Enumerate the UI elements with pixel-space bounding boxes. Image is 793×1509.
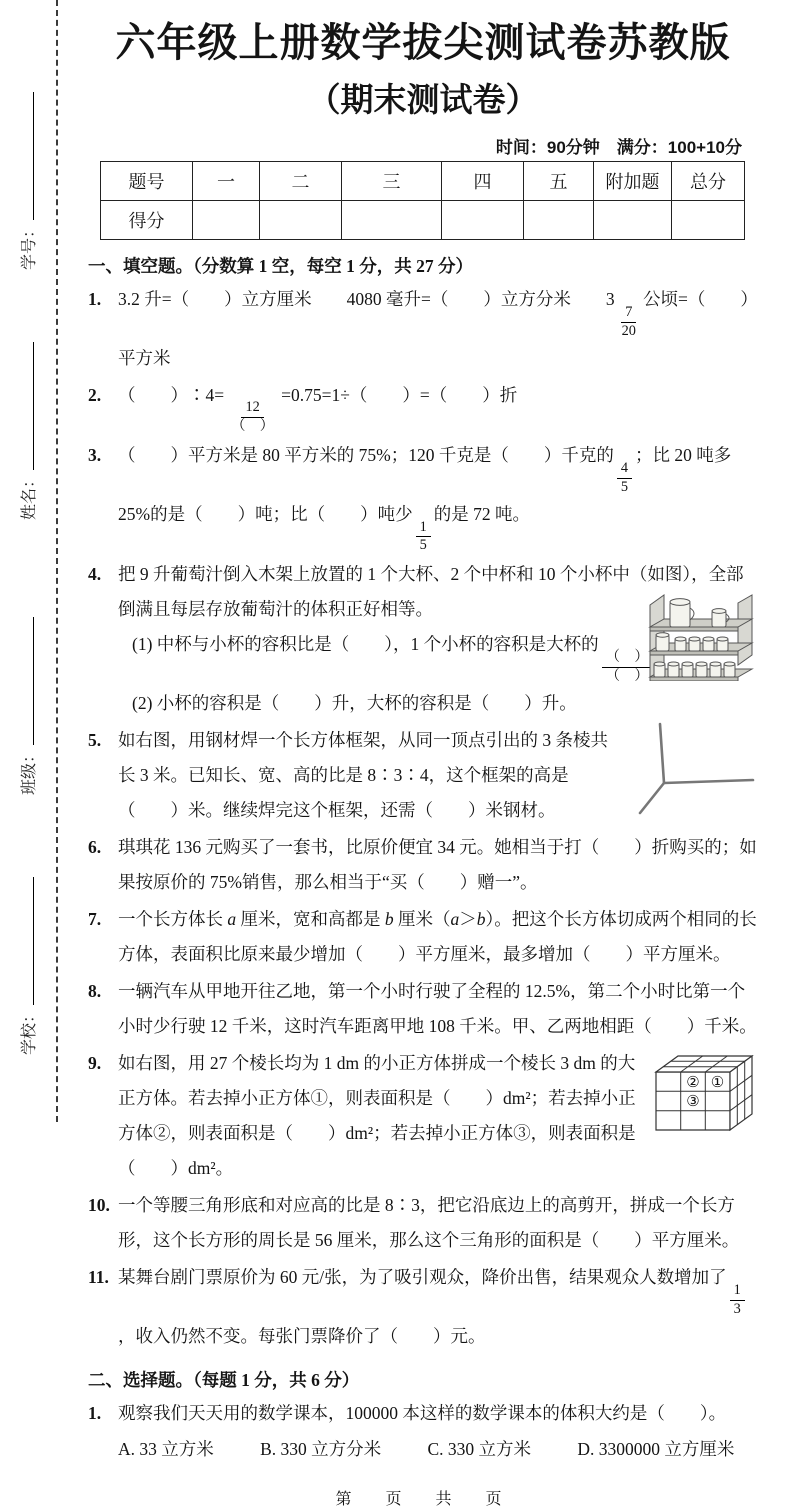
student-id-field <box>16 92 39 270</box>
fill-question-10: 10. 一个等腰三角形底和对应高的比是 8∶3，把它沿底边上的高剪开，拼成一个长方形，这个长方形的周长是 56 厘米，那么这个三角形的面积是（ ）平方厘米。 <box>88 1194 740 1250</box>
score-cell <box>342 201 442 240</box>
choice-question-1: 1. 观察我们天天用的数学课本，100000 本这样的数学课本的体积大约是（ ）。 <box>88 1402 727 1423</box>
option-d: D. 3300000 立方厘米 <box>577 1438 735 1459</box>
fill-question-2: 2. （ ）∶4= $\frac{12}{( )}$ =0.75=1÷（ ）=（ ）折 <box>88 384 518 435</box>
page-subtitle: （期末测试卷） <box>307 81 539 118</box>
score-header-cell: 二 <box>260 162 342 201</box>
score-cell <box>524 201 594 240</box>
fill-question-5: 5. 如右图，用钢材焊一个长方体框架，从同一顶点引出的 3 条棱共长 3 米。已知长、宽、高的比是 8∶3∶4，这个框架的高是（ ）米。继续焊完这个框架，还需（ ）米钢材。 <box>88 723 758 828</box>
score-header-cell: 五 <box>524 162 594 201</box>
score-header-cell: 总分 <box>672 162 745 201</box>
school-field <box>16 877 39 1055</box>
cube-figure <box>652 1050 758 1134</box>
score-cell <box>193 201 260 240</box>
cup-shelf-figure <box>644 589 756 681</box>
score-cell <box>672 201 745 240</box>
score-header-cell: 附加题 <box>594 162 672 201</box>
school-blank <box>19 877 34 1005</box>
question-4-sub-2: (2) 小杯的容积是（ ）升，大杯的容积是（ ）升。 <box>132 692 577 713</box>
cube-label-2: ② <box>686 1074 700 1091</box>
student-id-label: 学号： <box>21 221 38 270</box>
student-name-label: 姓名： <box>21 471 38 520</box>
school-label: 学校： <box>21 1006 38 1055</box>
cube-label-1: ① <box>710 1074 725 1091</box>
option-c: C. 330 立方米 <box>427 1438 532 1459</box>
fill-question-6: 6. 琪琪花 136 元购买了一套书，比原价便宜 34 元。她相当于打（ ）折购买的；如果按原价的 75%销售，那么相当于“买（ ）赠一”。 <box>88 836 757 892</box>
cube-label-3: ③ <box>686 1093 700 1110</box>
exam-paper <box>88 0 758 1509</box>
option-a: A. 33 立方米 <box>118 1438 214 1459</box>
score-table <box>100 161 745 240</box>
fill-question-3: 3. （ ）平方米是 80 平方米的 75%；120 千克是（ ）千克的 $\frac{4}{5}$ ；比 20 吨多 25%的是（ ）吨；比（ ）吨少 $\frac{1}{5}$ 的是 72 吨。 <box>88 445 732 554</box>
fill-question-11: 11. 某舞台剧门票原价为 60 元/张，为了吸引观众，降价出售，结果观众人数增加了 $\frac{1}{3}$ ，收入仍然不变。每张门票降价了（ ）元。 <box>88 1260 758 1354</box>
frame-corner-figure <box>634 719 758 817</box>
choice-question-1-options <box>88 1433 734 1466</box>
score-header-cell: 三 <box>342 162 442 201</box>
question-4-sub-1: (1) 中杯与小杯的容积比是（ ），1 个小杯的容积是大杯的 $\frac{( )}{( )}$ <box>118 627 758 686</box>
seal-dashed-line <box>56 0 58 1122</box>
student-name-field <box>16 342 39 520</box>
student-id-blank <box>19 92 34 220</box>
class-blank <box>19 617 34 745</box>
fill-question-9: 9. ② ① ③ 如右图，用 27 个棱长均为 1 dm 的小正方体拼成一个棱长 3 dm 的大正方体。若去掉小正方体①，则表面积是（ ）dm²；若去掉小正方体②，则表面积是（ ）dm²；若去掉小正方体③，则表面积是（ ）dm²。 <box>88 1046 758 1186</box>
time-score-info: 时间：90分钟 满分：100+10分 <box>495 138 742 157</box>
fill-question-4: 4. 把 9 升葡萄汁倒入木架上放置的 1 个大杯、2 个中杯和 10 个小杯中（如图），全部倒满且每层存放葡萄汁的体积正好相等。 (1) 中杯与小杯的容积比是（ ），1 个小杯的容积是大杯的 $\frac{( )}{( )}$ (2) 小杯的容积是（ ）升，大杯的容积是（ ）升。 <box>88 557 758 721</box>
class-label: 班级： <box>21 746 38 795</box>
score-header-cell: 一 <box>193 162 260 201</box>
section1-heading: 一、填空题。（分数算 1 空，每空 1 分，共 27 分） <box>88 256 473 276</box>
score-cell <box>260 201 342 240</box>
score-header-cell: 题号 <box>101 162 193 201</box>
student-name-blank <box>19 342 34 470</box>
fill-question-8: 8. 一辆汽车从甲地开往乙地，第一个小时行驶了全程的 12.5%，第二个小时比第一个小时少行驶 12 千米，这时汽车距离甲地 108 千米。甲、乙两地相距（ ）千米。 <box>88 980 757 1036</box>
class-field <box>16 617 39 795</box>
option-b: B. 330 立方分米 <box>260 1438 382 1459</box>
fill-question-1: 1. 3.2 升=（ ）立方厘米 4080 毫升=（ ）立方分米 3 $\frac{7}{20}$ 公顷=（ ）平方米 <box>88 289 758 368</box>
section2-heading: 二、选择题。（每题 1 分，共 6 分） <box>88 1369 360 1390</box>
page-title: 六年级上册数学拔尖测试卷苏教版 <box>115 21 731 65</box>
page-footer: 第 页 共 页 <box>335 1490 511 1508</box>
fill-question-7: 7. 一个长方体长 a 厘米，宽和高都是 b 厘米（a＞b）。把这个长方体切成两个相同的长方体，表面积比原来最少增加（ ）平方厘米，最多增加（ ）平方厘米。 <box>88 908 757 964</box>
score-cell <box>594 201 672 240</box>
score-row-label: 得分 <box>101 201 193 240</box>
score-header-cell: 四 <box>442 162 524 201</box>
score-cell <box>442 201 524 240</box>
